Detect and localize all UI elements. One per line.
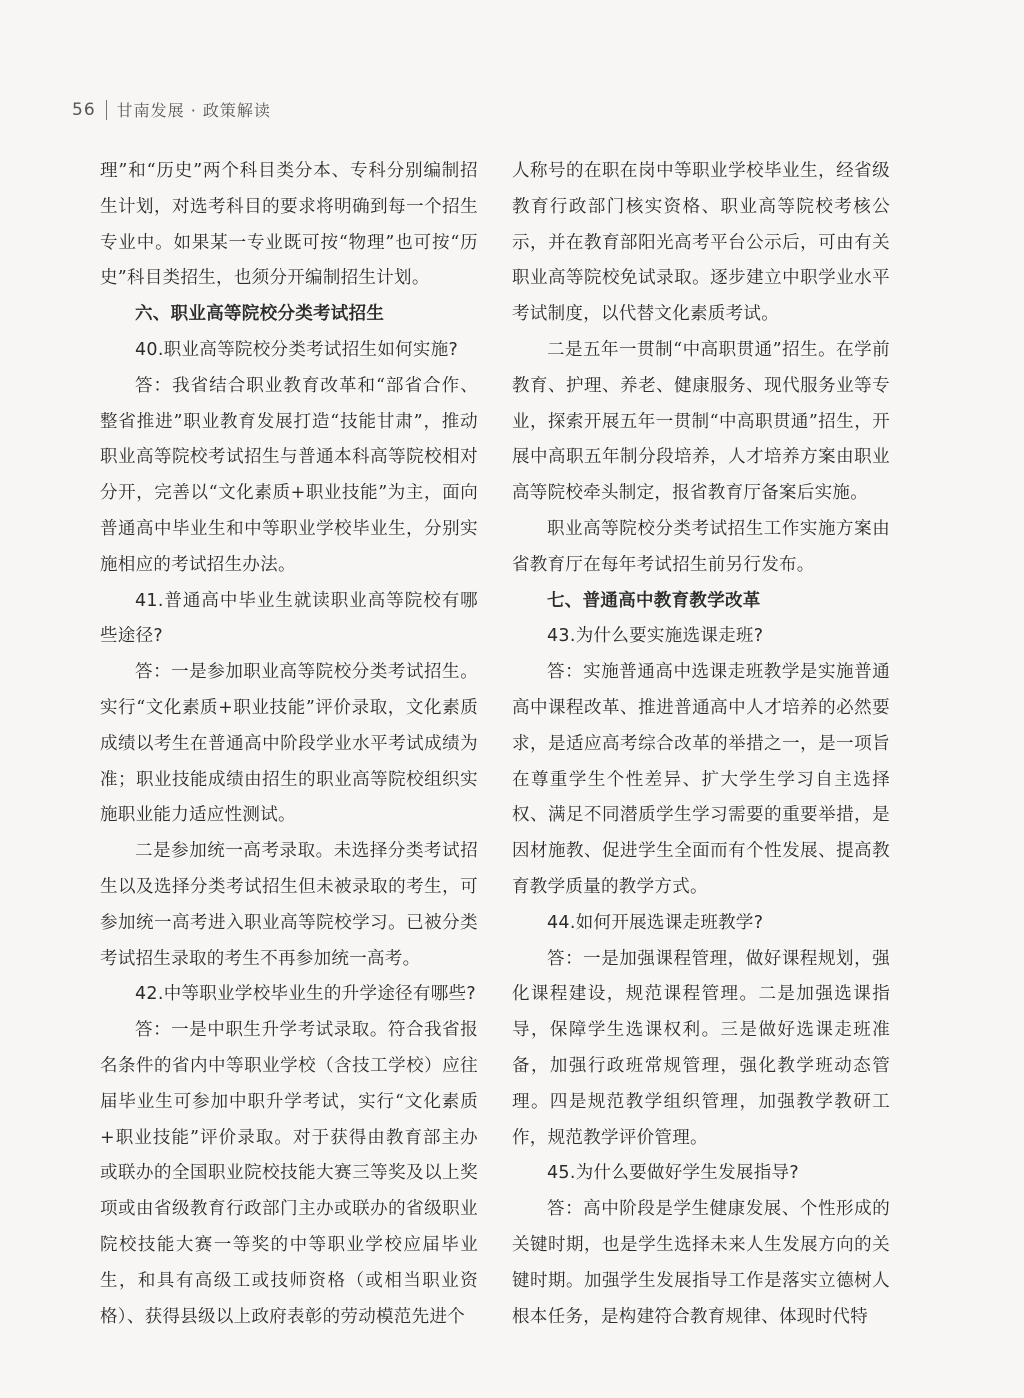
running-title: 甘南发展 · 政策解读 (116, 101, 271, 120)
page-header (72, 98, 271, 121)
paragraph: 二是参加统一高考录取。未选择分类考试招生以及选择分类考试招生但未被录取的考生，可参加统一高考进入职业高等院校学习。已被分类考试招生录取的考生不再参加统一高考。 (100, 841, 478, 969)
left-column (100, 154, 478, 1335)
paragraph: 二是五年一贯制“中高职贯通”招生。在学前教育、护理、养老、健康服务、现代服务业等专业，探索开展五年一贯制“中高职贯通”招生，开展中高职五年制分段培养，人才培养方案由职业高等院校牵头制定，报省教育厅备案后实施。 (512, 339, 890, 504)
paragraph: 答：高中阶段是学生健康发展、个性形成的关键时期，也是学生选择未来人生发展方向的关键时期。加强学生发展指导工作是落实立德树人根本任务，是构建符合教育规律、体现时代特 (512, 1199, 890, 1327)
paragraph: 答：实施普通高中选课走班教学是实施普通高中课程改革、推进普通高中人才培养的必然要求，是适应高考综合改革的举措之一，是一项旨在尊重学生个性差异、扩大学生学习自主选择权、满足不同潜质学生学习需要的重要举措，是因材施教、促进学生全面而有个性发展、提高教育教学质量的教学方式。 (512, 662, 890, 897)
question-heading: 43.为什么要实施选课走班? (547, 626, 764, 647)
section-heading: 七、普通高中教育教学改革 (547, 590, 761, 611)
paragraph: 理”和“历史”两个科目类分本、专科分别编制招生计划，对选考科目的要求将明确到每一个招生专业中。如果某一专业既可按“物理”也可按“历史”科目类招生，也须分开编制招生计划。 (100, 161, 478, 289)
section-heading: 六、职业高等院校分类考试招生 (135, 304, 385, 325)
paragraph: 答：我省结合职业教育改革和“部省合作、整省推进”职业教育发展打造“技能甘肃”，推动职业高等院校考试招生与普通本科高等院校相对分开，完善以“文化素质+职业技能”为主，面向普通高中毕业生和中等职业学校毕业生，分别实施相应的考试招生办法。 (100, 375, 478, 575)
question-heading: 42.中等职业学校毕业生的升学途径有哪些? (135, 984, 476, 1005)
question-heading: 45.为什么要做好学生发展指导? (547, 1163, 799, 1184)
page-number: 56 (72, 99, 96, 120)
paragraph: 人称号的在职在岗中等职业学校毕业生，经省级教育行政部门核实资格、职业高等院校考核公示，并在教育部阳光高考平台公示后，可由有关职业高等院校免试录取。逐步建立中职学业水平考试制度，以代替文化素质考试。 (512, 161, 890, 325)
question-heading: 41.普通高中毕业生就读职业高等院校有哪些途径? (100, 590, 478, 647)
question-heading: 40.职业高等院校分类考试招生如何实施? (135, 339, 459, 360)
header-divider (106, 100, 107, 120)
paragraph: 职业高等院校分类考试招生工作实施方案由省教育厅在每年考试招生前另行发布。 (512, 518, 890, 575)
paragraph: 答：一是参加职业高等院校分类考试招生。实行“文化素质+职业技能”评价录取，文化素质成绩以考生在普通高中阶段学业水平考试成绩为准；职业技能成绩由招生的职业高等院校组织实施职业能力适应性测试。 (100, 662, 478, 826)
paragraph: 答：一是加强课程管理，做好课程规划，强化课程建设，规范课程管理。二是加强选课指导，保障学生选课权利。三是做好选课走班准备，加强行政班常规管理，强化教学班动态管理。四是规范教学组织管理，加强教学教研工作，规范教学评价管理。 (512, 948, 890, 1148)
right-column (512, 154, 890, 1335)
question-heading: 44.如何开展选课走班教学? (547, 912, 764, 933)
paragraph: 答：一是中职生升学考试录取。符合我省报名条件的省内中等职业学校（含技工学校）应往届毕业生可参加中职升学考试，实行“文化素质+职业技能”评价录取。对于获得由教育部主办或联办的全国职业院校技能大赛三等奖及以上奖项或由省级教育行政部门主办或联办的省级职业院校技能大赛一等奖的中等职业学校应届毕业生，和具有高级工或技师资格（或相当职业资格）、获得县级以上政府表彰的劳动模范先进个 (100, 1020, 478, 1327)
